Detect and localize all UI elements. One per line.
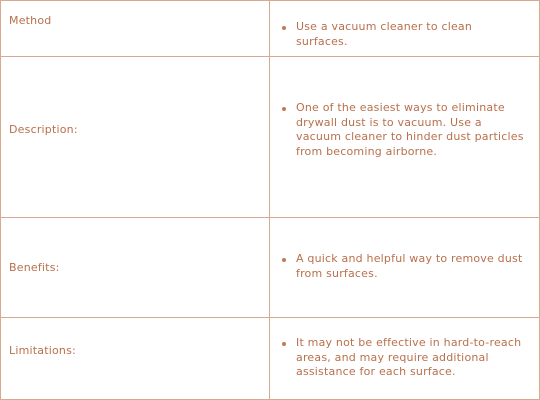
bullet-text: A quick and helpful way to remove dust from surfaces. bbox=[296, 252, 523, 280]
row-label: Description: bbox=[9, 123, 78, 136]
bullet-icon bbox=[282, 258, 286, 262]
row-label-cell bbox=[0, 0, 270, 57]
row-label: Limitations: bbox=[9, 344, 76, 357]
bullet-item bbox=[282, 252, 527, 281]
bullet-icon bbox=[282, 26, 286, 30]
bullet-item bbox=[282, 20, 527, 49]
row-content-cell bbox=[269, 217, 540, 318]
bullet-item bbox=[282, 101, 527, 159]
row-label: Method bbox=[9, 14, 52, 27]
bullet-icon bbox=[282, 342, 286, 346]
table-row-limitations bbox=[0, 317, 540, 400]
row-label: Benefits: bbox=[9, 261, 60, 274]
bullet-text: It may not be effective in hard-to-reach areas, and may require additional assistance for each surface. bbox=[296, 336, 522, 378]
bullet-text: One of the easiest ways to eliminate drywall dust is to vacuum. Use a vacuum cleaner to hinder dust particles from becoming airborne. bbox=[296, 101, 524, 158]
bullet-text: Use a vacuum cleaner to clean surfaces. bbox=[296, 20, 473, 48]
row-label-cell bbox=[0, 317, 270, 400]
row-content-cell bbox=[269, 0, 540, 57]
bullet-icon bbox=[282, 107, 286, 111]
table-row-description bbox=[0, 56, 540, 218]
row-label-cell bbox=[0, 217, 270, 318]
bullet-item bbox=[282, 336, 527, 380]
row-content-cell bbox=[269, 56, 540, 218]
row-label-cell bbox=[0, 56, 270, 218]
table-row-benefits bbox=[0, 217, 540, 318]
table-row-method bbox=[0, 0, 540, 57]
row-content-cell bbox=[269, 317, 540, 400]
